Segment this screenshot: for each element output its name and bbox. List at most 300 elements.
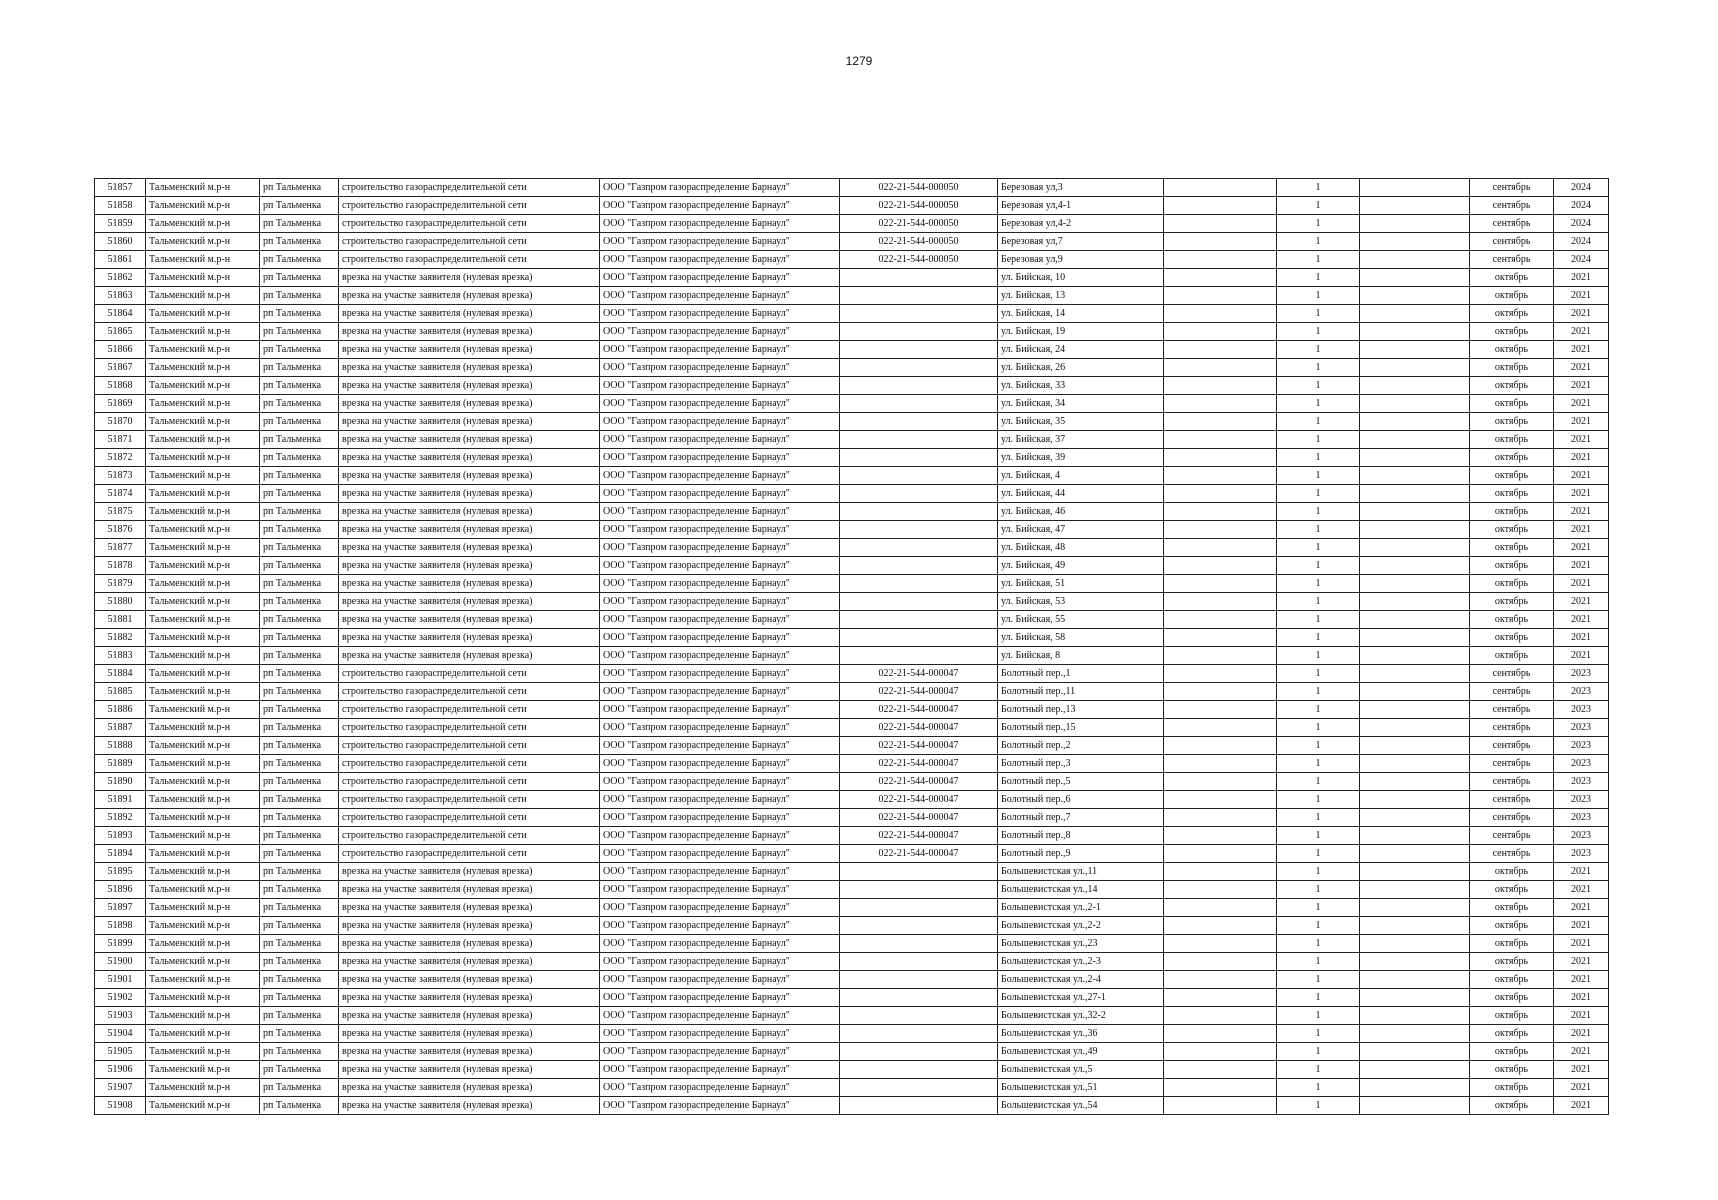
work-type-cell: врезка на участке заявителя (нулевая врезка) — [339, 287, 600, 305]
empty-cell — [1360, 863, 1470, 881]
district-cell: Тальменский м.р-н — [146, 971, 260, 989]
program-code-cell — [840, 1043, 998, 1061]
district-cell: Тальменский м.р-н — [146, 1079, 260, 1097]
address-cell: ул. Бийская, 58 — [998, 629, 1164, 647]
row-number-cell: 51859 — [95, 215, 146, 233]
district-cell: Тальменский м.р-н — [146, 1097, 260, 1115]
program-code-cell: 022-21-544-000047 — [840, 791, 998, 809]
organization-cell: ООО "Газпром газораспределение Барнаул" — [600, 287, 840, 305]
month-cell: октябрь — [1470, 503, 1554, 521]
address-cell: ул. Бийская, 53 — [998, 593, 1164, 611]
quantity-cell: 1 — [1277, 719, 1360, 737]
month-cell: октябрь — [1470, 1097, 1554, 1115]
program-code-cell — [840, 485, 998, 503]
program-code-cell: 022-21-544-000050 — [840, 233, 998, 251]
row-number-cell: 51894 — [95, 845, 146, 863]
empty-cell — [1360, 827, 1470, 845]
organization-cell: ООО "Газпром газораспределение Барнаул" — [600, 251, 840, 269]
district-cell: Тальменский м.р-н — [146, 215, 260, 233]
work-type-cell: строительство газораспределительной сети — [339, 773, 600, 791]
year-cell: 2021 — [1554, 899, 1609, 917]
quantity-cell: 1 — [1277, 593, 1360, 611]
empty-cell — [1164, 899, 1277, 917]
program-code-cell — [840, 1079, 998, 1097]
empty-cell — [1360, 557, 1470, 575]
month-cell: сентябрь — [1470, 665, 1554, 683]
address-cell: ул. Бийская, 51 — [998, 575, 1164, 593]
work-type-cell: врезка на участке заявителя (нулевая врезка) — [339, 953, 600, 971]
empty-cell — [1164, 269, 1277, 287]
empty-cell — [1164, 323, 1277, 341]
row-number-cell: 51881 — [95, 611, 146, 629]
empty-cell — [1360, 341, 1470, 359]
year-cell: 2021 — [1554, 413, 1609, 431]
district-cell: Тальменский м.р-н — [146, 737, 260, 755]
empty-cell — [1164, 611, 1277, 629]
year-cell: 2021 — [1554, 881, 1609, 899]
organization-cell: ООО "Газпром газораспределение Барнаул" — [600, 827, 840, 845]
quantity-cell: 1 — [1277, 701, 1360, 719]
empty-cell — [1164, 773, 1277, 791]
organization-cell: ООО "Газпром газораспределение Барнаул" — [600, 377, 840, 395]
table-row — [95, 305, 1609, 323]
locality-cell: рп Тальменка — [260, 557, 339, 575]
district-cell: Тальменский м.р-н — [146, 197, 260, 215]
work-type-cell: строительство газораспределительной сети — [339, 701, 600, 719]
district-cell: Тальменский м.р-н — [146, 269, 260, 287]
organization-cell: ООО "Газпром газораспределение Барнаул" — [600, 845, 840, 863]
program-code-cell — [840, 449, 998, 467]
row-number-cell: 51901 — [95, 971, 146, 989]
empty-cell — [1164, 827, 1277, 845]
empty-cell — [1360, 323, 1470, 341]
empty-cell — [1164, 647, 1277, 665]
quantity-cell: 1 — [1277, 917, 1360, 935]
table-row — [95, 719, 1609, 737]
locality-cell: рп Тальменка — [260, 197, 339, 215]
empty-cell — [1360, 773, 1470, 791]
empty-cell — [1360, 809, 1470, 827]
organization-cell: ООО "Газпром газораспределение Барнаул" — [600, 755, 840, 773]
year-cell: 2021 — [1554, 305, 1609, 323]
work-type-cell: врезка на участке заявителя (нулевая врезка) — [339, 413, 600, 431]
quantity-cell: 1 — [1277, 1097, 1360, 1115]
address-cell: Большевистская ул.,11 — [998, 863, 1164, 881]
locality-cell: рп Тальменка — [260, 917, 339, 935]
district-cell: Тальменский м.р-н — [146, 323, 260, 341]
work-type-cell: врезка на участке заявителя (нулевая врезка) — [339, 557, 600, 575]
empty-cell — [1360, 1007, 1470, 1025]
month-cell: сентябрь — [1470, 719, 1554, 737]
empty-cell — [1360, 755, 1470, 773]
organization-cell: ООО "Газпром газораспределение Барнаул" — [600, 1097, 840, 1115]
locality-cell: рп Тальменка — [260, 467, 339, 485]
address-cell: ул. Бийская, 8 — [998, 647, 1164, 665]
row-number-cell: 51904 — [95, 1025, 146, 1043]
quantity-cell: 1 — [1277, 863, 1360, 881]
organization-cell: ООО "Газпром газораспределение Барнаул" — [600, 701, 840, 719]
program-code-cell: 022-21-544-000047 — [840, 773, 998, 791]
organization-cell: ООО "Газпром газораспределение Барнаул" — [600, 269, 840, 287]
row-number-cell: 51893 — [95, 827, 146, 845]
empty-cell — [1164, 395, 1277, 413]
empty-cell — [1360, 719, 1470, 737]
empty-cell — [1164, 467, 1277, 485]
month-cell: октябрь — [1470, 413, 1554, 431]
month-cell: октябрь — [1470, 935, 1554, 953]
locality-cell: рп Тальменка — [260, 503, 339, 521]
year-cell: 2024 — [1554, 233, 1609, 251]
address-cell: Болотный пер.,5 — [998, 773, 1164, 791]
table-row — [95, 1007, 1609, 1025]
empty-cell — [1360, 1025, 1470, 1043]
work-type-cell: врезка на участке заявителя (нулевая врезка) — [339, 647, 600, 665]
quantity-cell: 1 — [1277, 521, 1360, 539]
year-cell: 2021 — [1554, 935, 1609, 953]
work-type-cell: врезка на участке заявителя (нулевая врезка) — [339, 1007, 600, 1025]
quantity-cell: 1 — [1277, 503, 1360, 521]
table-row — [95, 971, 1609, 989]
month-cell: октябрь — [1470, 863, 1554, 881]
table-row — [95, 359, 1609, 377]
organization-cell: ООО "Газпром газораспределение Барнаул" — [600, 791, 840, 809]
work-type-cell: врезка на участке заявителя (нулевая врезка) — [339, 989, 600, 1007]
quantity-cell: 1 — [1277, 845, 1360, 863]
month-cell: сентябрь — [1470, 683, 1554, 701]
row-number-cell: 51885 — [95, 683, 146, 701]
address-cell: Большевистская ул.,27-1 — [998, 989, 1164, 1007]
empty-cell — [1164, 1061, 1277, 1079]
address-cell: ул. Бийская, 47 — [998, 521, 1164, 539]
address-cell: Березовая ул,4-1 — [998, 197, 1164, 215]
empty-cell — [1360, 467, 1470, 485]
program-code-cell — [840, 1007, 998, 1025]
quantity-cell: 1 — [1277, 935, 1360, 953]
empty-cell — [1360, 305, 1470, 323]
work-type-cell: врезка на участке заявителя (нулевая врезка) — [339, 575, 600, 593]
empty-cell — [1360, 881, 1470, 899]
work-type-cell: врезка на участке заявителя (нулевая врезка) — [339, 377, 600, 395]
empty-cell — [1164, 233, 1277, 251]
year-cell: 2021 — [1554, 1097, 1609, 1115]
table-row — [95, 557, 1609, 575]
year-cell: 2024 — [1554, 197, 1609, 215]
row-number-cell: 51863 — [95, 287, 146, 305]
district-cell: Тальменский м.р-н — [146, 665, 260, 683]
month-cell: октябрь — [1470, 1043, 1554, 1061]
work-type-cell: врезка на участке заявителя (нулевая врезка) — [339, 1097, 600, 1115]
empty-cell — [1164, 449, 1277, 467]
organization-cell: ООО "Газпром газораспределение Барнаул" — [600, 521, 840, 539]
quantity-cell: 1 — [1277, 971, 1360, 989]
table-row — [95, 665, 1609, 683]
month-cell: октябрь — [1470, 1025, 1554, 1043]
organization-cell: ООО "Газпром газораспределение Барнаул" — [600, 395, 840, 413]
empty-cell — [1164, 629, 1277, 647]
year-cell: 2024 — [1554, 251, 1609, 269]
row-number-cell: 51870 — [95, 413, 146, 431]
address-cell: Большевистская ул.,54 — [998, 1097, 1164, 1115]
row-number-cell: 51888 — [95, 737, 146, 755]
address-cell: ул. Бийская, 33 — [998, 377, 1164, 395]
table-row — [95, 179, 1609, 197]
month-cell: сентябрь — [1470, 845, 1554, 863]
empty-cell — [1164, 431, 1277, 449]
locality-cell: рп Тальменка — [260, 845, 339, 863]
month-cell: октябрь — [1470, 287, 1554, 305]
year-cell: 2021 — [1554, 503, 1609, 521]
table-row — [95, 341, 1609, 359]
organization-cell: ООО "Газпром газораспределение Барнаул" — [600, 665, 840, 683]
year-cell: 2021 — [1554, 1007, 1609, 1025]
address-cell: ул. Бийская, 35 — [998, 413, 1164, 431]
quantity-cell: 1 — [1277, 233, 1360, 251]
table-row — [95, 215, 1609, 233]
district-cell: Тальменский м.р-н — [146, 629, 260, 647]
district-cell: Тальменский м.р-н — [146, 989, 260, 1007]
row-number-cell: 51866 — [95, 341, 146, 359]
organization-cell: ООО "Газпром газораспределение Барнаул" — [600, 233, 840, 251]
empty-cell — [1164, 305, 1277, 323]
month-cell: октябрь — [1470, 1007, 1554, 1025]
empty-cell — [1164, 1043, 1277, 1061]
year-cell: 2021 — [1554, 1061, 1609, 1079]
empty-cell — [1164, 413, 1277, 431]
district-cell: Тальменский м.р-н — [146, 539, 260, 557]
program-code-cell: 022-21-544-000047 — [840, 719, 998, 737]
month-cell: октябрь — [1470, 467, 1554, 485]
table-row — [95, 287, 1609, 305]
month-cell: октябрь — [1470, 449, 1554, 467]
district-cell: Тальменский м.р-н — [146, 1025, 260, 1043]
program-code-cell: 022-21-544-000047 — [840, 845, 998, 863]
quantity-cell: 1 — [1277, 323, 1360, 341]
address-cell: Болотный пер.,1 — [998, 665, 1164, 683]
row-number-cell: 51875 — [95, 503, 146, 521]
address-cell: ул. Бийская, 49 — [998, 557, 1164, 575]
year-cell: 2021 — [1554, 521, 1609, 539]
program-code-cell — [840, 341, 998, 359]
district-cell: Тальменский м.р-н — [146, 1043, 260, 1061]
empty-cell — [1164, 737, 1277, 755]
table-row — [95, 989, 1609, 1007]
program-code-cell — [840, 989, 998, 1007]
year-cell: 2021 — [1554, 359, 1609, 377]
locality-cell: рп Тальменка — [260, 647, 339, 665]
empty-cell — [1360, 593, 1470, 611]
empty-cell — [1164, 683, 1277, 701]
quantity-cell: 1 — [1277, 791, 1360, 809]
table-row — [95, 197, 1609, 215]
locality-cell: рп Тальменка — [260, 1079, 339, 1097]
empty-cell — [1164, 575, 1277, 593]
empty-cell — [1360, 431, 1470, 449]
row-number-cell: 51860 — [95, 233, 146, 251]
program-code-cell — [840, 395, 998, 413]
locality-cell: рп Тальменка — [260, 233, 339, 251]
quantity-cell: 1 — [1277, 809, 1360, 827]
table-row — [95, 1097, 1609, 1115]
organization-cell: ООО "Газпром газораспределение Барнаул" — [600, 611, 840, 629]
table-row — [95, 899, 1609, 917]
work-type-cell: строительство газораспределительной сети — [339, 845, 600, 863]
table-row — [95, 629, 1609, 647]
row-number-cell: 51883 — [95, 647, 146, 665]
table-row — [95, 521, 1609, 539]
empty-cell — [1360, 899, 1470, 917]
quantity-cell: 1 — [1277, 575, 1360, 593]
empty-cell — [1360, 197, 1470, 215]
work-type-cell: врезка на участке заявителя (нулевая врезка) — [339, 1061, 600, 1079]
work-type-cell: врезка на участке заявителя (нулевая врезка) — [339, 395, 600, 413]
year-cell: 2021 — [1554, 269, 1609, 287]
program-code-cell: 022-21-544-000047 — [840, 665, 998, 683]
address-cell: Большевистская ул.,23 — [998, 935, 1164, 953]
work-type-cell: врезка на участке заявителя (нулевая врезка) — [339, 863, 600, 881]
row-number-cell: 51858 — [95, 197, 146, 215]
locality-cell: рп Тальменка — [260, 539, 339, 557]
district-cell: Тальменский м.р-н — [146, 341, 260, 359]
address-cell: Большевистская ул.,14 — [998, 881, 1164, 899]
address-cell: Болотный пер.,2 — [998, 737, 1164, 755]
table-row — [95, 377, 1609, 395]
quantity-cell: 1 — [1277, 449, 1360, 467]
work-type-cell: врезка на участке заявителя (нулевая врезка) — [339, 431, 600, 449]
table-row — [95, 809, 1609, 827]
empty-cell — [1164, 485, 1277, 503]
district-cell: Тальменский м.р-н — [146, 719, 260, 737]
row-number-cell: 51889 — [95, 755, 146, 773]
quantity-cell: 1 — [1277, 989, 1360, 1007]
year-cell: 2024 — [1554, 215, 1609, 233]
address-cell: Березовая ул,7 — [998, 233, 1164, 251]
table-row — [95, 251, 1609, 269]
year-cell: 2021 — [1554, 647, 1609, 665]
organization-cell: ООО "Газпром газораспределение Барнаул" — [600, 575, 840, 593]
locality-cell: рп Тальменка — [260, 1097, 339, 1115]
address-cell: ул. Бийская, 48 — [998, 539, 1164, 557]
program-code-cell — [840, 269, 998, 287]
row-number-cell: 51857 — [95, 179, 146, 197]
row-number-cell: 51876 — [95, 521, 146, 539]
month-cell: сентябрь — [1470, 755, 1554, 773]
locality-cell: рп Тальменка — [260, 899, 339, 917]
empty-cell — [1164, 359, 1277, 377]
program-code-cell: 022-21-544-000050 — [840, 251, 998, 269]
row-number-cell: 51897 — [95, 899, 146, 917]
quantity-cell: 1 — [1277, 557, 1360, 575]
table-row — [95, 485, 1609, 503]
month-cell: октябрь — [1470, 611, 1554, 629]
locality-cell: рп Тальменка — [260, 953, 339, 971]
month-cell: октябрь — [1470, 521, 1554, 539]
organization-cell: ООО "Газпром газораспределение Барнаул" — [600, 899, 840, 917]
month-cell: октябрь — [1470, 971, 1554, 989]
quantity-cell: 1 — [1277, 899, 1360, 917]
row-number-cell: 51892 — [95, 809, 146, 827]
organization-cell: ООО "Газпром газораспределение Барнаул" — [600, 197, 840, 215]
locality-cell: рп Тальменка — [260, 1061, 339, 1079]
month-cell: октябрь — [1470, 539, 1554, 557]
district-cell: Тальменский м.р-н — [146, 557, 260, 575]
locality-cell: рп Тальменка — [260, 431, 339, 449]
row-number-cell: 51880 — [95, 593, 146, 611]
district-cell: Тальменский м.р-н — [146, 413, 260, 431]
organization-cell: ООО "Газпром газораспределение Барнаул" — [600, 935, 840, 953]
row-number-cell: 51895 — [95, 863, 146, 881]
year-cell: 2021 — [1554, 431, 1609, 449]
table-row — [95, 575, 1609, 593]
organization-cell: ООО "Газпром газораспределение Барнаул" — [600, 359, 840, 377]
empty-cell — [1360, 503, 1470, 521]
table-row — [95, 863, 1609, 881]
empty-cell — [1360, 521, 1470, 539]
program-code-cell — [840, 539, 998, 557]
empty-cell — [1164, 665, 1277, 683]
district-cell: Тальменский м.р-н — [146, 755, 260, 773]
organization-cell: ООО "Газпром газораспределение Барнаул" — [600, 323, 840, 341]
locality-cell: рп Тальменка — [260, 737, 339, 755]
program-code-cell: 022-21-544-000047 — [840, 809, 998, 827]
work-type-cell: врезка на участке заявителя (нулевая врезка) — [339, 629, 600, 647]
district-cell: Тальменский м.р-н — [146, 953, 260, 971]
empty-cell — [1164, 863, 1277, 881]
month-cell: сентябрь — [1470, 827, 1554, 845]
quantity-cell: 1 — [1277, 827, 1360, 845]
month-cell: сентябрь — [1470, 233, 1554, 251]
row-number-cell: 51873 — [95, 467, 146, 485]
address-cell: Большевистская ул.,49 — [998, 1043, 1164, 1061]
empty-cell — [1360, 1061, 1470, 1079]
program-code-cell — [840, 503, 998, 521]
table-row — [95, 449, 1609, 467]
program-code-cell — [840, 377, 998, 395]
quantity-cell: 1 — [1277, 629, 1360, 647]
empty-cell — [1360, 233, 1470, 251]
year-cell: 2021 — [1554, 971, 1609, 989]
district-cell: Тальменский м.р-н — [146, 899, 260, 917]
program-code-cell: 022-21-544-000047 — [840, 701, 998, 719]
empty-cell — [1360, 287, 1470, 305]
address-cell: ул. Бийская, 34 — [998, 395, 1164, 413]
address-cell: ул. Бийская, 44 — [998, 485, 1164, 503]
quantity-cell: 1 — [1277, 683, 1360, 701]
district-cell: Тальменский м.р-н — [146, 431, 260, 449]
program-code-cell — [840, 575, 998, 593]
month-cell: октябрь — [1470, 485, 1554, 503]
district-cell: Тальменский м.р-н — [146, 611, 260, 629]
address-cell: ул. Бийская, 55 — [998, 611, 1164, 629]
row-number-cell: 51865 — [95, 323, 146, 341]
month-cell: октябрь — [1470, 917, 1554, 935]
work-type-cell: врезка на участке заявителя (нулевая врезка) — [339, 323, 600, 341]
year-cell: 2023 — [1554, 755, 1609, 773]
work-type-cell: врезка на участке заявителя (нулевая врезка) — [339, 503, 600, 521]
address-cell: Большевистская ул.,51 — [998, 1079, 1164, 1097]
row-number-cell: 51906 — [95, 1061, 146, 1079]
year-cell: 2021 — [1554, 1079, 1609, 1097]
district-cell: Тальменский м.р-н — [146, 251, 260, 269]
organization-cell: ООО "Газпром газораспределение Барнаул" — [600, 647, 840, 665]
month-cell: сентябрь — [1470, 701, 1554, 719]
locality-cell: рп Тальменка — [260, 593, 339, 611]
quantity-cell: 1 — [1277, 287, 1360, 305]
work-type-cell: врезка на участке заявителя (нулевая врезка) — [339, 359, 600, 377]
quantity-cell: 1 — [1277, 431, 1360, 449]
program-code-cell: 022-21-544-000047 — [840, 755, 998, 773]
work-type-cell: врезка на участке заявителя (нулевая врезка) — [339, 449, 600, 467]
district-cell: Тальменский м.р-н — [146, 593, 260, 611]
